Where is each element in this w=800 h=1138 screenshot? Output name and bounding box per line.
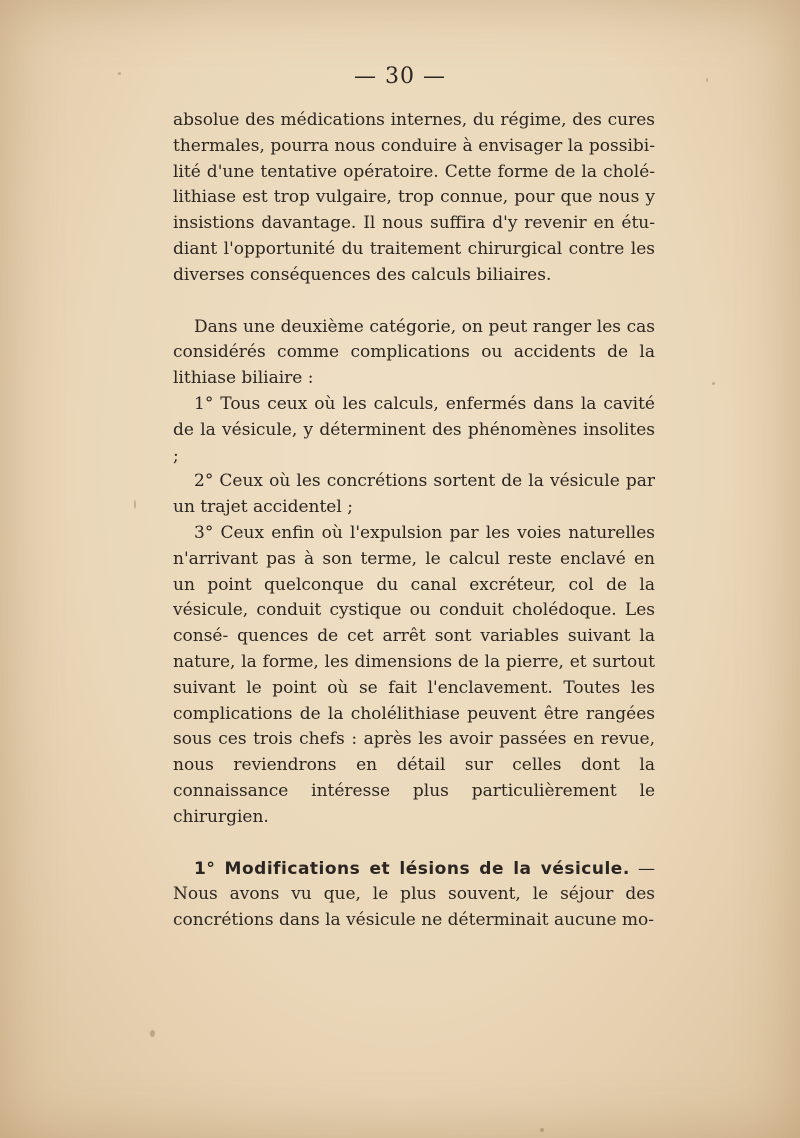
list-item: [173, 469, 655, 521]
text-line: 1° Tous ceux où les calculs, enfermés dans la cavité de: [173, 393, 655, 440]
text-line: lité d'une tentative opératoire. Cette forme de la cholé-: [173, 161, 655, 182]
text-line: chefs : après les avoir passées en revue, nous reviendrons: [173, 729, 655, 776]
text-line: Dans une deuxième catégorie, on peut ranger les cas: [194, 316, 655, 337]
text-line: diant l'opportunité du traitement chirurgical contre les: [173, 238, 655, 259]
text-line: insistions davantage. Il nous suffira d'y revenir en étu-: [173, 213, 655, 234]
section-heading: 1° Modifications et lésions de la vésicule.: [194, 858, 630, 879]
text-line: n'arrivant pas à son terme, le calcul reste enclavé en un: [173, 548, 655, 595]
text-line: forme, les dimensions de la pierre, et surtout suivant le: [173, 651, 655, 698]
text-line: la vésicule, y déterminent des phénomènes insolites ;: [173, 419, 655, 466]
text-line: considérés comme complications ou accidents de la: [173, 342, 655, 363]
text-line: concrétions dans la vésicule ne déterminait aucune mo-: [173, 910, 655, 931]
section-paragraph: [173, 857, 655, 934]
paper-speck: [712, 382, 715, 385]
text-line: en détail sur celles dont la connaissance intéresse plus: [173, 755, 656, 801]
text-line: conduit cystique ou conduit cholédoque. Les consé-: [173, 600, 655, 647]
paper-speck: [134, 500, 136, 509]
body-text: [173, 108, 655, 934]
text-line: lithiase est trop vulgaire, trop connue, pour que nous y: [173, 187, 655, 208]
text-line: thermales, pourra nous conduire à envisager la possibi-: [173, 135, 655, 156]
page-number: — 30 —: [354, 64, 446, 89]
text-line: lithiase biliaire :: [173, 368, 314, 389]
paper-speck: [540, 1128, 544, 1132]
text-line: 2° Ceux où les concrétions sortent de la vésicule par: [194, 471, 655, 492]
list-item: [173, 521, 655, 831]
text-line: particulièrement le chirurgien.: [173, 780, 655, 827]
text-line: — Nous avons vu que, le plus souvent, le séjour des: [173, 858, 656, 905]
text-line: 3° Ceux enfin où l'expulsion par les voies naturelles: [194, 522, 655, 543]
text-line: point où se fait l'enclavement. Toutes les complications: [173, 677, 655, 724]
text-line: un trajet accidentel ;: [173, 497, 353, 518]
text-line: diverses conséquences des calculs biliaires.: [173, 264, 552, 285]
paragraph: [173, 315, 655, 392]
text-line: de la cholélithiase peuvent être rangées sous ces trois: [173, 703, 655, 750]
paragraph: [173, 108, 655, 289]
list-item: [173, 392, 655, 469]
paper-speck: [150, 1030, 155, 1037]
text-line: quences de cet arrêt sont variables suivant la nature, la: [173, 626, 655, 672]
text-line: point quelconque du canal excréteur, col de la vésicule,: [173, 574, 655, 621]
text-line: absolue des médications internes, du régime, des cures: [173, 110, 655, 130]
